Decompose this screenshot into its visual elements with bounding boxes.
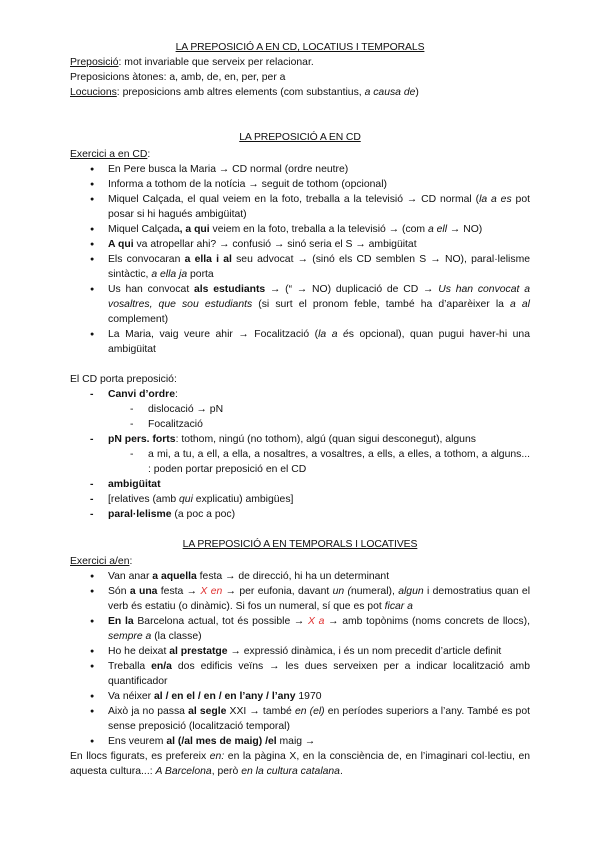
list-item <box>90 492 530 507</box>
section-heading-cd: LA PREPOSICIÓ A EN CD <box>239 132 361 143</box>
list-item: ● Ens veurem al (/al mes de maig) /el maig → <box>90 734 530 749</box>
list-item: - Focalització <box>130 417 530 432</box>
closing-paragraph: En llocs figurats, es prefereix en: en la pàgina X, en la consciència de, en l’imaginari col·lectiu, en aquesta cultura...: A Barcelona, però en la cultura catalana. <box>70 751 530 777</box>
locucions-example: a causa de <box>364 87 416 98</box>
list-item: ● La Maria, vaig veure ahir → Focalització (la a és opcional), quan pugui haver-hi una ambigüitat <box>90 327 530 357</box>
document-title: LA PREPOSICIÓ A EN CD, LOCATIUS I TEMPORALS <box>175 42 425 53</box>
list-item <box>90 507 530 522</box>
relatives-pre: [relatives (amb <box>108 494 180 505</box>
exercici-cd-list <box>70 162 530 357</box>
canvi-ordre-sublist <box>108 402 530 432</box>
list-item: - a mi, a tu, a ell, a ella, a nosaltres, a vosaltres, a ells, a elles, a tothom, a alguns... : poden portar preposició en el CD <box>130 447 530 477</box>
list-item: ● Informa a tothom de la notícia → seguit de tothom (opcional) <box>90 177 530 192</box>
document-page <box>70 40 530 779</box>
list-item: ● A qui va atropellar ahi? → confusió → sinó seria el S → ambigüitat <box>90 237 530 252</box>
ambiguitat: ambigüitat <box>108 479 161 490</box>
list-item: ● Això ja no passa al segle XXI → també en (el) en períodes superiors a l’any. També es pot sense preposició (localització temporal) <box>90 704 530 734</box>
locucions-end: ) <box>415 87 419 98</box>
pn-pers-forts-text: : tothom, ningú (no tothom), algú (quan sigui desconegut), alguns <box>175 434 476 445</box>
list-item: ● Són a una festa → X en → per eufonia, davant un (numeral), algun i demostratius quan el verb és estatiu (o dinàmic). Si fos un numeral, sí que es pot ficar a <box>90 584 530 614</box>
exercici-cd-label <box>70 147 530 162</box>
list-item: ● Us han convocat als estudiants → (“ → NO) duplicació de CD → Us han convocat a vosaltres, que sou estudiants (si surt el pronom feble, també ha d’aparèixer la a al complement) <box>90 282 530 327</box>
canvi-ordre: Canvi d’ordre <box>108 389 175 400</box>
list-item <box>90 432 530 477</box>
relatives-post: explicatiu) ambigües] <box>192 494 294 505</box>
exercici-aen-label <box>70 554 530 569</box>
list-item: ● Els convocaran a ella i al seu advocat → (sinó els CD semblen S → NO), paral·lelisme sintàctic, a ella ja porta <box>90 252 530 282</box>
preposicio-text: : mot invariable que serveix per relacionar. <box>118 57 314 68</box>
exercici-aen-label-text: Exercici a/en <box>70 556 130 567</box>
list-item: ● Va néixer al / en el / en / en l’any / l’any 1970 <box>90 689 530 704</box>
relatives-qui: qui <box>179 494 193 505</box>
cd-porta-list <box>70 387 530 522</box>
list-item: ● Miquel Calçada, el qual veiem en la foto, treballa a la televisió → CD normal (la a es pot posar si hi hagués ambigüitat) <box>90 192 530 222</box>
exercici-cd-colon: : <box>147 149 151 160</box>
list-item: - dislocació → pN <box>130 402 530 417</box>
paralelisme-text: (a poc a poc) <box>171 509 236 520</box>
cd-porta-intro: El CD porta preposició: <box>70 374 177 385</box>
list-item: ● Van anar a aquella festa → de direcció, hi ha un determinant <box>90 569 530 584</box>
locucions-definition <box>70 85 530 100</box>
list-item: - Canvi d’ordre: - dislocació → pN - Focalització <box>90 387 530 432</box>
preposicio-label: Preposició <box>70 57 119 68</box>
preposicions-atones: Preposicions àtones: a, amb, de, en, per, per a <box>70 72 286 83</box>
list-item: ● En la Barcelona actual, tot és possible → X a → amb topònims (noms concrets de llocs), sempre a (la classe) <box>90 614 530 644</box>
preposicio-definition <box>70 55 530 70</box>
list-item: ● Miquel Calçada, a qui veiem en la foto, treballa a la televisió → (com a ell → NO) <box>90 222 530 237</box>
locucions-text: : preposicions amb altres elements (com substantius, <box>116 87 365 98</box>
locucions-label: Locucions <box>70 87 117 98</box>
list-item <box>90 477 530 492</box>
exercici-aen-colon: : <box>129 556 133 567</box>
pn-pers-forts: pN pers. forts <box>108 434 176 445</box>
section-heading-temporals: LA PREPOSICIÓ A EN TEMPORALS I LOCATIVES <box>182 539 418 550</box>
pn-sublist <box>108 447 530 477</box>
paralelisme: paral·lelisme <box>108 509 172 520</box>
exercici-cd-label-text: Exercici a en CD <box>70 149 148 160</box>
list-item: ● Ho he deixat al prestatge → expressió dinàmica, i és un nom precedit d’article definit <box>90 644 530 659</box>
exercici-aen-list <box>70 569 530 749</box>
list-item: ● En Pere busca la Maria → CD normal (ordre neutre) <box>90 162 530 177</box>
list-item: ● Treballa en/a dos edificis veïns → les dues serveixen per a indicar localització amb quantificador <box>90 659 530 689</box>
